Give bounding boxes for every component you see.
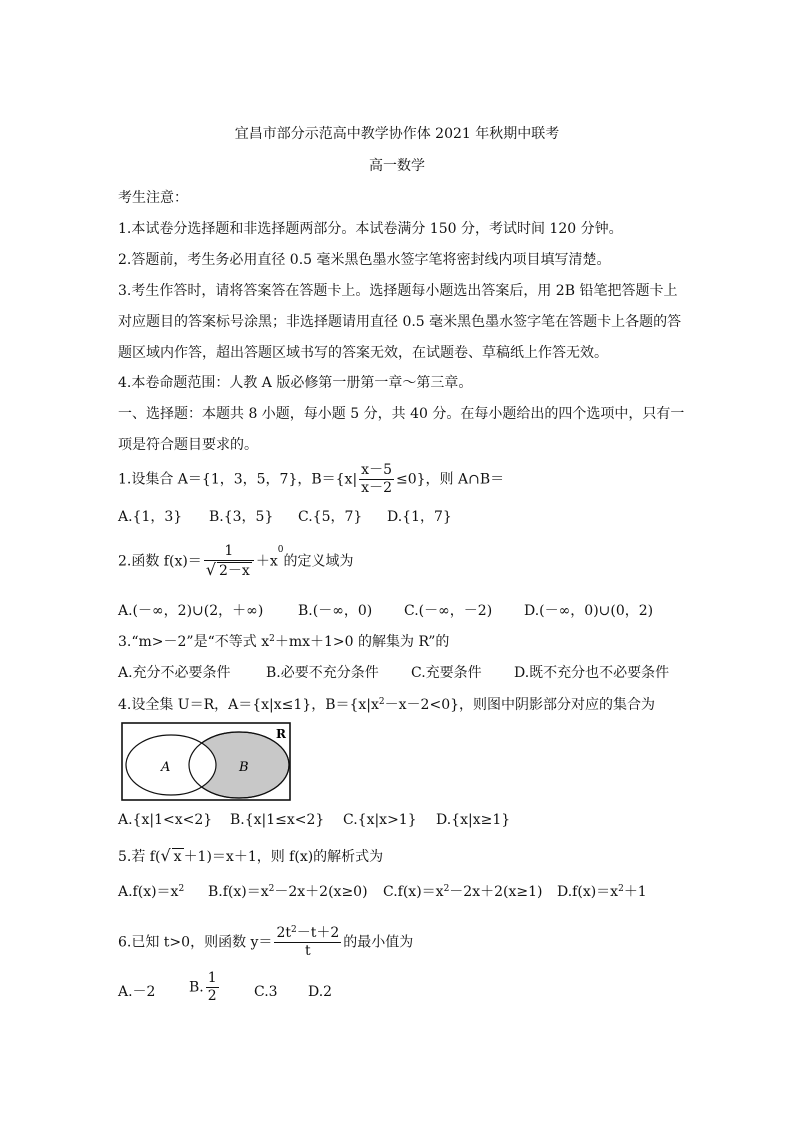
q6-option-a: A.－2 <box>118 984 156 1000</box>
q4-option-c: C.{x|x>1} <box>343 812 417 828</box>
q5-option-a-exponent: 2 <box>178 884 185 894</box>
q5-option-c <box>383 882 542 902</box>
q2-radical-sign: √ <box>205 560 217 579</box>
question-3-stem <box>118 632 449 652</box>
q1-fraction-numerator: x－5 <box>361 462 392 478</box>
q5-radicand: x <box>173 849 182 865</box>
q4-option-a: A.{x|1<x<2} <box>118 812 213 828</box>
q3-option-b: B.必要不充分条件 <box>266 665 379 681</box>
q6-fraction-denominator: t <box>305 943 311 959</box>
venn-set-a <box>126 735 216 795</box>
note-3-line-2: 对应题目的答案标号涂黑；非选择题请用直径 0.5 毫米黑色墨水签字笔在答题卡上各题的答 <box>118 314 682 330</box>
q5-option-b-tail: －2x＋2(x≥0) <box>274 884 368 900</box>
q5-option-a <box>118 882 184 902</box>
section-heading-line-1: 一、选择题：本题共 8 小题，每小题 5 分，共 40 分。在每小题给出的四个选项中，只有一 <box>118 406 685 422</box>
q2-text-tail: 的定义域为 <box>283 553 354 570</box>
q2-exponent: 0 <box>277 545 284 555</box>
note-2: 2.答题前，考生务必用直径 0.5 毫米黑色墨水签字笔将密封线内项目填写清楚。 <box>118 252 611 268</box>
q1-fraction <box>359 462 394 497</box>
q6-option-b-fraction <box>206 970 219 1005</box>
q5-option-d-tail: ＋1 <box>623 884 647 900</box>
notes-heading: 考生注意： <box>118 190 188 206</box>
q5-text-post: ＋1)＝x＋1，则 f(x)的解析式为 <box>183 849 384 865</box>
q2-radicand: 2－x <box>219 563 250 579</box>
q4-text-post: －x－2<0}，则图中阴影部分对应的集合为 <box>384 697 656 713</box>
q3-text-pre: 3.“m>－2”是“不等式 x <box>118 634 270 650</box>
q2-fraction-numerator: 1 <box>204 543 254 561</box>
q2-option-d: D.(－∞，0)∪(0，2) <box>524 603 654 619</box>
venn-set-a-label: A <box>161 760 171 775</box>
question-5-stem <box>118 846 383 867</box>
note-1: 1.本试卷分选择题和非选择题两部分。本试卷满分 150 分，考试时间 120 分钟。 <box>118 221 623 237</box>
q4-option-b: B.{x|1≤x<2} <box>230 812 325 828</box>
q1-option-b: B.{3，5} <box>209 509 274 525</box>
q5-option-b <box>208 882 368 902</box>
q6-text-pre: 6.已知 t>0，则函数 y＝ <box>118 934 273 951</box>
venn-universe-label: R <box>276 727 286 741</box>
venn-diagram <box>121 722 292 802</box>
q6-option-b-label: B. <box>189 979 204 996</box>
q3-exponent: 2 <box>269 634 275 644</box>
q5-option-b-text: B.f(x)＝x <box>208 884 269 900</box>
q6-text-post: 的最小值为 <box>343 934 414 951</box>
q5-option-d <box>557 882 647 902</box>
q5-option-b-exponent: 2 <box>268 884 275 894</box>
q6-numerator-exponent: 2 <box>290 925 297 935</box>
q5-option-c-text: C.f(x)＝x <box>383 884 444 900</box>
question-6-stem <box>118 925 413 960</box>
q6-numerator-post: －t＋2 <box>296 925 340 941</box>
q6-fraction <box>274 925 341 960</box>
q5-option-d-text: D.f(x)＝x <box>557 884 619 900</box>
q1-fraction-denominator: x－2 <box>361 480 392 496</box>
q1-text-post: ≤0}，则 A∩B＝ <box>395 471 505 488</box>
note-3-line-3: 题区域内作答，超出答题区域书写的答案无效，在试题卷、草稿纸上作答无效。 <box>118 345 608 361</box>
q5-text-pre: 5.若 f( <box>118 849 161 865</box>
q5-option-c-exponent: 2 <box>443 884 450 894</box>
q6-option-b-numerator: 1 <box>207 970 217 986</box>
q1-option-d: D.{1，7} <box>387 509 452 525</box>
q5-option-d-exponent: 2 <box>618 884 624 894</box>
q6-option-c: C.3 <box>254 984 278 1000</box>
q2-text-post: ＋x <box>255 553 278 570</box>
q2-text-pre: 2.函数 f(x)＝ <box>118 553 202 570</box>
q6-option-b <box>189 970 221 1005</box>
question-1-stem <box>118 462 504 497</box>
q2-option-a: A.(－∞，2)∪(2，＋∞) <box>118 603 264 619</box>
q6-option-b-denominator: 2 <box>207 988 217 1004</box>
venn-set-b-label: B <box>239 760 249 775</box>
q6-option-d: D.2 <box>308 984 333 1000</box>
q3-option-c: C.充要条件 <box>411 665 482 681</box>
q3-option-a: A.充分不必要条件 <box>118 665 231 681</box>
q2-fraction <box>204 543 254 580</box>
q2-fraction-denominator <box>204 561 254 580</box>
q1-option-c: C.{5，7} <box>298 509 363 525</box>
note-3-line-1: 3.考生作答时，请将答案答在答题卡上。选择题每小题选出答案后，用 2B 铅笔把答题卡上 <box>118 283 678 299</box>
q5-option-c-tail: －2x＋2(x≥1) <box>449 884 543 900</box>
q4-option-d: D.{x|x≥1} <box>436 812 511 828</box>
q4-text-pre: 4.设全集 U＝R，A＝{x|x≤1}，B＝{x|x <box>118 697 379 713</box>
q1-option-a: A.{1，3} <box>118 509 183 525</box>
q3-text-post: ＋mx＋1>0 的解集为 R”的 <box>274 634 450 650</box>
question-2-stem <box>118 543 353 580</box>
exam-subtitle: 高一数学 <box>369 158 425 174</box>
q5-radical-sign: √ <box>160 846 171 865</box>
question-4-stem <box>118 695 655 715</box>
q5-option-a-text: A.f(x)＝x <box>118 884 179 900</box>
q6-fraction-numerator <box>274 925 341 943</box>
exam-title: 宜昌市部分示范高中教学协作体 2021 年秋期中联考 <box>234 126 560 142</box>
q2-option-b: B.(－∞，0) <box>298 603 373 619</box>
q2-option-c: C.(－∞，－2) <box>404 603 493 619</box>
q1-text-pre: 1.设集合 A＝{1，3，5，7}，B＝{x| <box>118 471 358 488</box>
section-heading-line-2: 项是符合题目要求的。 <box>118 437 258 453</box>
q4-exponent: 2 <box>378 697 385 707</box>
note-4: 4.本卷命题范围：人教 A 版必修第一册第一章～第三章。 <box>118 375 473 391</box>
q3-option-d: D.既不充分也不必要条件 <box>514 665 670 681</box>
q6-numerator-pre: 2t <box>276 925 291 941</box>
